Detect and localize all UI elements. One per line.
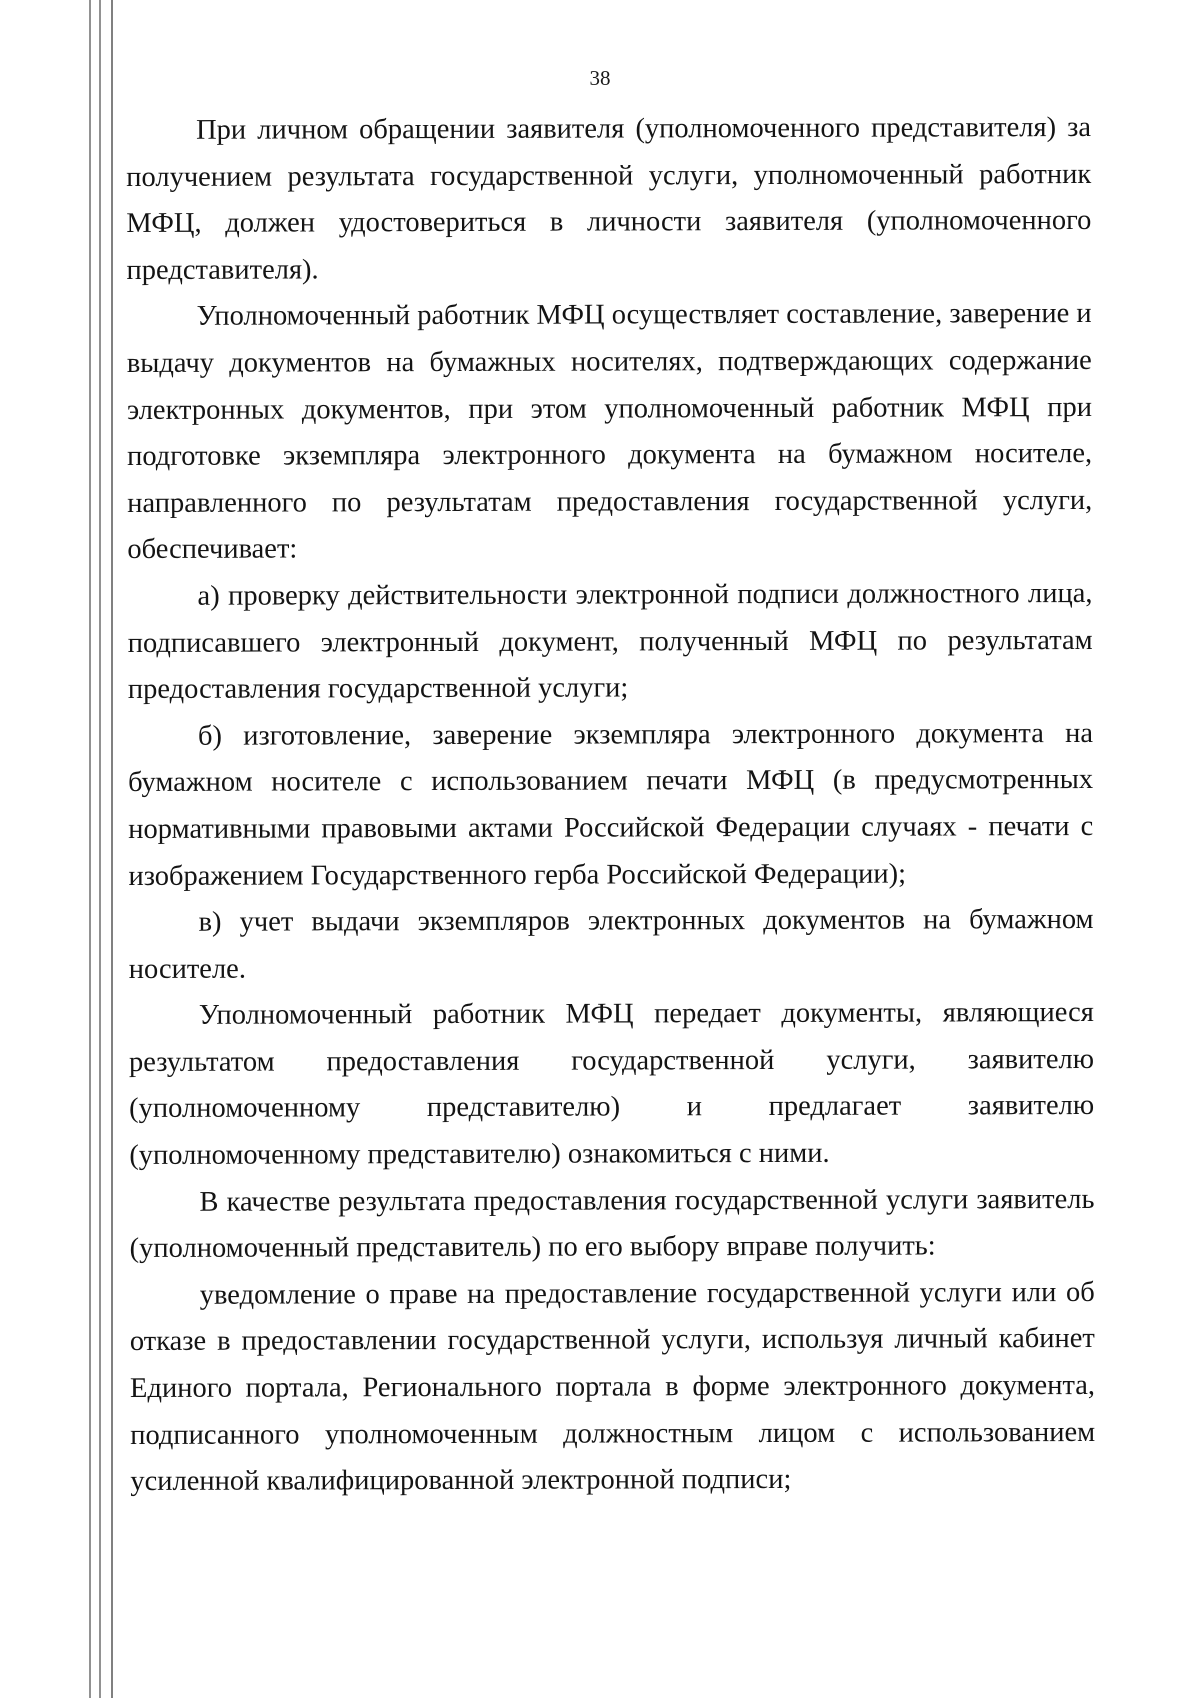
document-body <box>126 105 1095 1506</box>
list-item-b: б) изготовление, заверение экземпляра электронного документа на бумажном носителе с использованием печати МФЦ (в предусмотренных нормативными правовыми актами Российской Федерации случаях - печати с изображением Государственного герба Российской Федерации); <box>128 717 1094 892</box>
paragraph-result-options: В качестве результата предоставления государственной услуги заявитель (уполномоченный представитель) по его выбору вправе получить: <box>129 1183 1095 1265</box>
binding-margin-lines <box>88 0 118 1698</box>
page-number: 38 <box>589 66 611 90</box>
paragraph-notification: уведомление о праве на предоставление государственной услуги или об отказе в предоставлении государственной услуги, используя личный кабинет Единого портала, Регионального портала в форме электронного документа, подписанного уполномоченным должностным лицом с использованием усиленной квалифицированной электронной подписи; <box>129 1276 1096 1498</box>
paragraph-document-preparation: Уполномоченный работник МФЦ осуществляет составление, заверение и выдачу документов на бумажных носителях, подтверждающих содержание электронных документов, при этом уполномоченный работник МФЦ при подготовке экземпляра электронного документа на бумажном носителе, направленного по результатам предоставления государственной услуги, обеспечивает: <box>126 298 1093 566</box>
list-item-a: а) проверку действительности электронной подписи должностного лица, подписавшего электронный документ, полученный МФЦ по результатам предоставления государственной услуги; <box>127 577 1093 706</box>
list-item-c: в) учет выдачи экземпляров электронных документов на бумажном носителе. <box>128 904 1094 985</box>
paragraph-personal-appeal: При личном обращении заявителя (уполномоченного представителя) за получением результата государственной услуги, уполномоченный работник МФЦ, должен удостовериться в личности заявителя (уполномоченного представителя). <box>126 111 1092 286</box>
paragraph-document-handover: Уполномоченный работник МФЦ передает документы, являющиеся результатом предоставления государственной услуги, заявителю (уполномоченному представителю) и предлагает заявителю (уполномоченному представителю) ознакомиться с ними. <box>128 997 1095 1172</box>
